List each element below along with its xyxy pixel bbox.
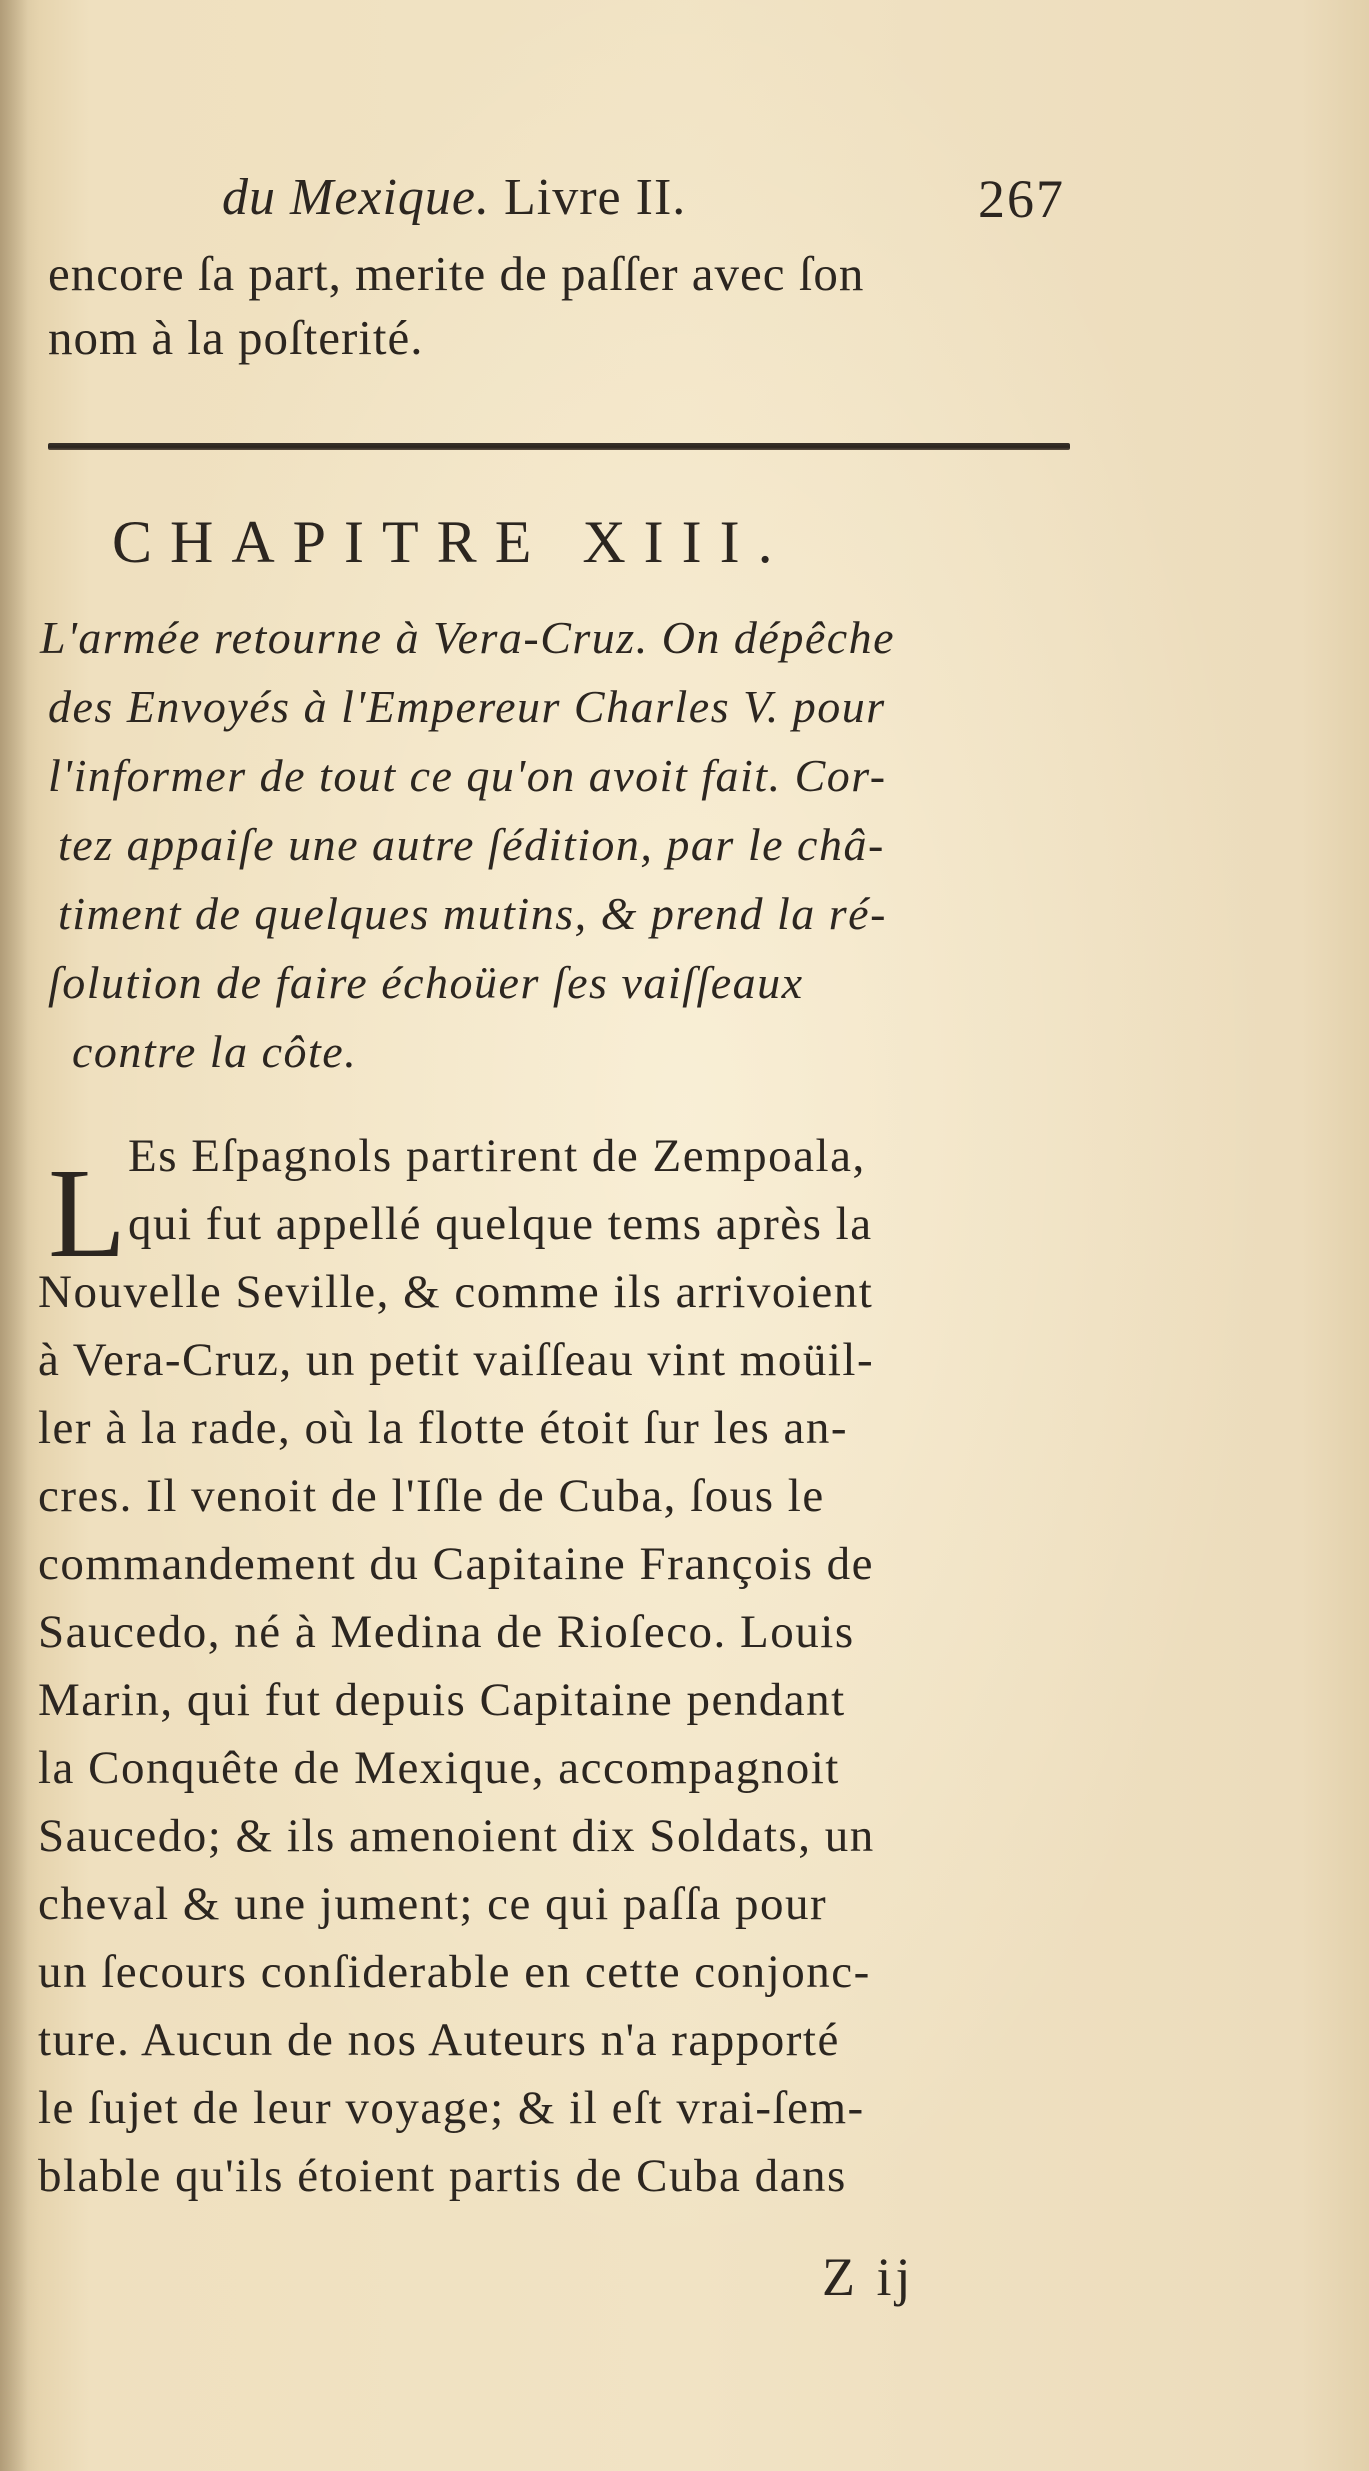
text-line: Saucedo, né à Medina de Rioſeco. Louis <box>38 1606 855 1658</box>
summary-line: contre la côte. <box>72 1026 358 1077</box>
text-line: Es Eſpagnols partirent de Zempoala, <box>128 1130 866 1182</box>
summary-line: timent de quelques mutins, & prend la ré- <box>58 888 887 939</box>
text-line: blable qu'ils étoient partis de Cuba dans <box>38 2150 847 2202</box>
chapter-divider-rule <box>48 443 1070 450</box>
running-head-title-italic: du Mexique. <box>222 169 491 226</box>
running-head <box>0 168 1369 238</box>
running-head-title-roman: Livre II. <box>504 169 687 226</box>
chapter-title: CHAPITRE XIII. <box>112 509 791 575</box>
text-line: Saucedo; & ils amenoient dix Soldats, un <box>38 1810 875 1862</box>
text-line: la Conquête de Mexique, accompagnoit <box>38 1742 840 1794</box>
gutter-shadow <box>0 0 28 2471</box>
text-line: qui fut appellé quelque tems après la <box>128 1198 873 1250</box>
text-line: encore ſa part, merite de paſſer avec ſon <box>48 246 865 301</box>
signature-mark: Z ij <box>822 2247 915 2307</box>
main-paragraph <box>38 1122 875 2210</box>
text-line: le ſujet de leur voyage; & il eſt vrai-ſem- <box>38 2082 865 2134</box>
summary-line: ſolution de faire échoüer ſes vaiſſeaux <box>48 957 804 1008</box>
text-line: un ſecours conſiderable en cette conjonc- <box>38 1946 871 1998</box>
text-line: cres. Il venoit de l'Iſle de Cuba, ſous le <box>38 1470 825 1522</box>
text-line: cheval & une jument; ce qui paſſa pour <box>38 1878 828 1930</box>
text-line: ler à la rade, où la flotte étoit ſur les an- <box>38 1402 849 1454</box>
summary-line: des Envoyés à l'Empereur Charles V. pour <box>48 681 886 732</box>
text-line: nom à la poſterité. <box>48 310 424 365</box>
text-line: ture. Aucun de nos Auteurs n'a rapporté <box>38 2014 840 2066</box>
summary-line: L'armée retourne à Vera-Cruz. On dépêche <box>40 612 896 663</box>
text-line: Nouvelle Seville, & comme ils arrivoient <box>38 1266 874 1318</box>
opening-paragraph <box>48 242 864 370</box>
text-line: Marin, qui fut depuis Capitaine pendant <box>38 1674 846 1726</box>
chapter-summary <box>40 603 895 1086</box>
drop-cap: L <box>48 1142 127 1284</box>
running-head-title <box>222 168 686 227</box>
summary-line: l'informer de tout ce qu'on avoit fait. Cor- <box>48 750 887 801</box>
text-line: à Vera-Cruz, un petit vaiſſeau vint moüil- <box>38 1334 875 1386</box>
page-number: 267 <box>978 169 1065 229</box>
summary-line: tez appaiſe une autre ſédition, par le châ- <box>58 819 885 870</box>
text-line: commandement du Capitaine François de <box>38 1538 875 1590</box>
